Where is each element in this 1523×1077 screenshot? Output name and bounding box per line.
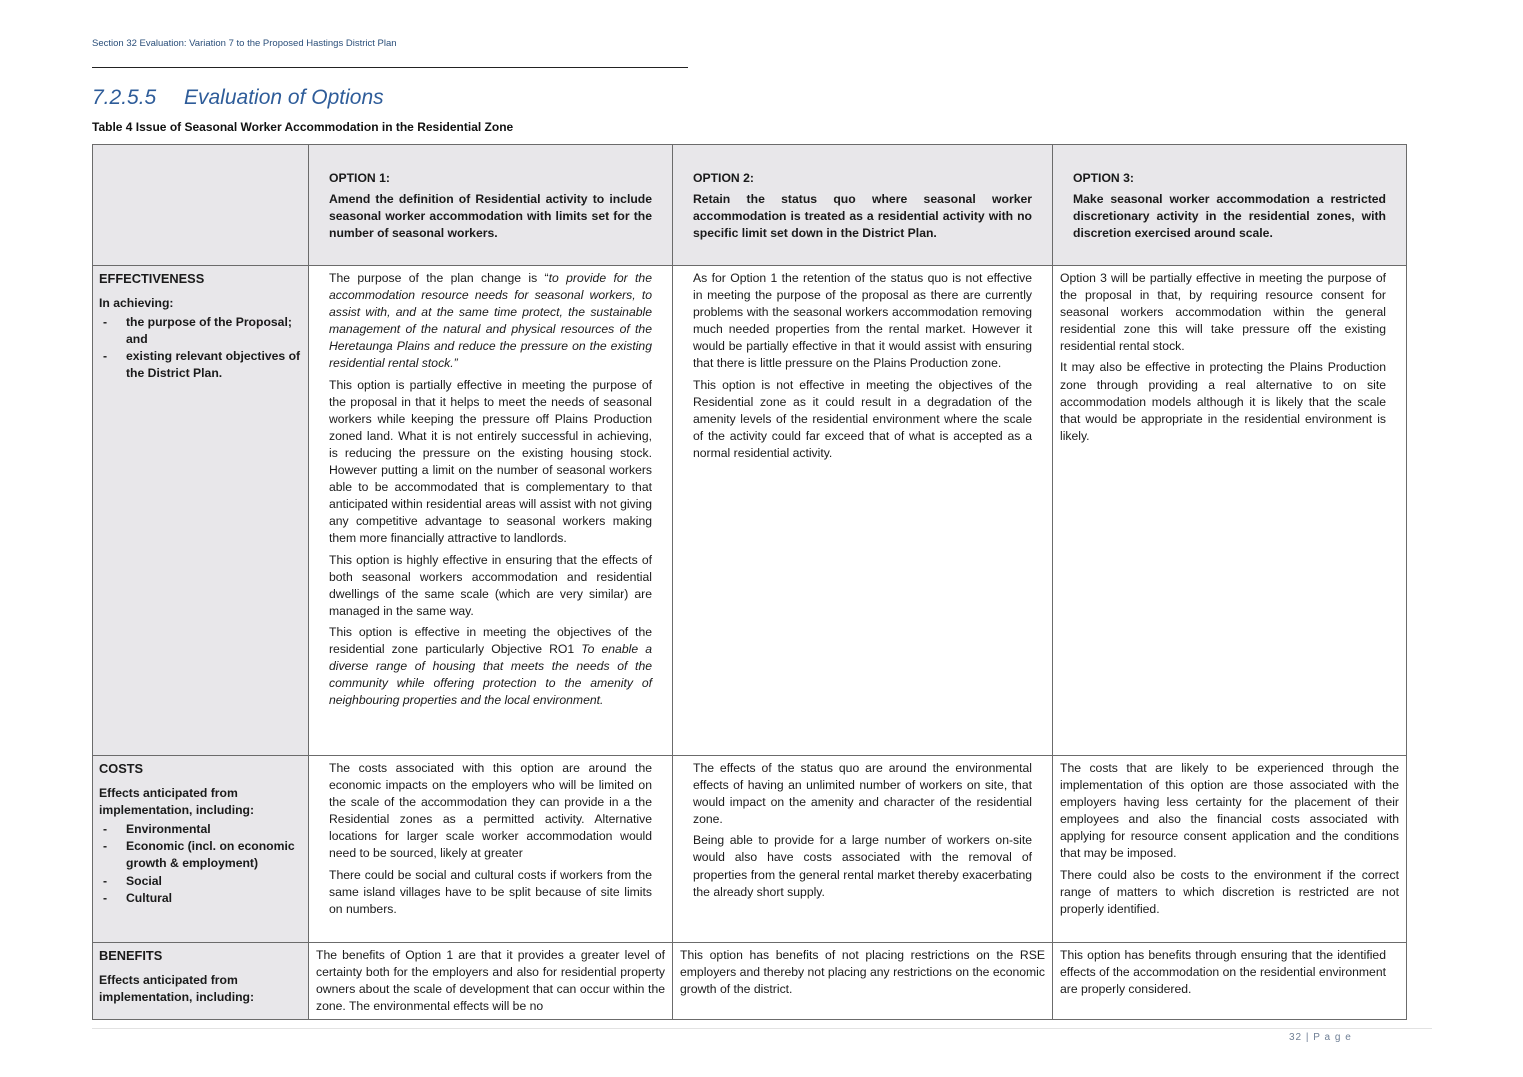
header-rule	[92, 67, 688, 68]
option-3-description: Make seasonal worker accommodation a restricted discretionary activity in the residential zones, with discretion exercised around scale.	[1073, 192, 1386, 241]
costs-option-3-paragraph: There could also be costs to the environment if the correct range of matters to which discretion is restricted are not properly identified.	[1060, 867, 1399, 916]
option-1-label: OPTION 1:	[329, 171, 390, 185]
list-item: - Social	[99, 873, 302, 890]
benefits-subtitle: Effects anticipated from implementation, including:	[99, 973, 255, 1005]
footer-rule	[92, 1028, 1432, 1029]
list-item: - Cultural	[99, 890, 302, 907]
effectiveness-option-3-cell	[1053, 266, 1407, 756]
effectiveness-option-3-paragraph: Option 3 will be partially effective in meeting the purpose of the proposal in that, by requiring resource consent for seasonal workers accommodation within the general residential zone this will take pressure off the existing residential rental stock.	[1060, 271, 1386, 354]
benefits-option-3-cell	[1053, 943, 1407, 1020]
list-item: - the purpose of the Proposal; and	[99, 314, 302, 348]
effectiveness-subtitle: In achieving:	[99, 296, 174, 311]
effectiveness-criteria-list	[99, 314, 302, 382]
option-2-header	[673, 145, 1053, 266]
effectiveness-row-header	[93, 266, 309, 756]
objective-lead: This option is effective in meeting the objectives of the residential zone particularly Objective RO1	[329, 624, 652, 656]
options-header-row	[93, 145, 1407, 266]
effectiveness-option-1-paragraph: This option is highly effective in ensuring that the effects of both seasonal workers accommodation and residential dwellings of the same scale (which are very similar) are managed in the same way.	[329, 552, 652, 618]
effectiveness-option-2-paragraph: As for Option 1 the retention of the status quo is not effective in meeting the purpose of the proposal as there are currently problems with the seasonal workers accommodation removing much needed properties from the rental market. However it would be partially effective in that it would assist with ensuring that there is little pressure on the Plains Production zone.	[693, 271, 1032, 371]
costs-category-list	[99, 821, 302, 906]
page-number: 32 | P a g e	[1289, 1032, 1352, 1043]
benefits-option-3-paragraph: This option has benefits through ensuring that the identified effects of the accommodation on the residential environment are properly considered.	[1060, 948, 1386, 997]
section-heading	[92, 86, 384, 110]
costs-option-2-paragraph: Being able to provide for a large number of workers on-site would also have costs associated with the removal of properties from the general rental market thereby exacerbating the already short supply.	[693, 833, 1032, 899]
objective-quote: To enable a diverse range of housing that meets the needs of the community while offering protection to the amenity of neighbouring properties and the local environment.	[329, 641, 652, 708]
option-2-description: Retain the status quo where seasonal worker accommodation is treated as a residential activity with no specific limit set down in the District Plan.	[693, 192, 1032, 241]
purpose-quote-lead: The purpose of the plan change is “	[329, 271, 549, 285]
effectiveness-option-1-paragraph: This option is partially effective in meeting the purpose of the proposal in that it helps to meet the needs of seasonal workers while keeping the pressure off Plains Production zoned land. What it is not entirely successful in achieving, is reducing the pressure on the existing housing stock. However putting a limit on the number of seasonal workers able to be accommodated that is complementary to that anticipated within residential areas will assist with not giving any competitive advantage to seasonal workers making them more financially attractive to landlords.	[329, 377, 652, 546]
option-3-header	[1053, 145, 1407, 266]
option-1-header	[309, 145, 673, 266]
evaluation-table	[92, 144, 1407, 1020]
effectiveness-option-3-paragraph: It may also be effective in protecting the Plains Production zone through providing a real alternative to on site accommodation models although it is likely that the scale that would be appropriate in the residential environment is likely.	[1060, 360, 1386, 443]
benefits-option-1-paragraph: The benefits of Option 1 are that it provides a greater level of certainty both for the employers and also for residential property owners about the scale of development that can occur within the zone. The environmental effects will be no	[316, 948, 665, 1014]
costs-title: COSTS	[99, 761, 144, 776]
section-title: Evaluation of Options	[184, 86, 384, 109]
effectiveness-row	[93, 266, 1407, 756]
header-blank-cell	[93, 145, 309, 266]
costs-option-3-cell	[1053, 756, 1407, 943]
list-item: - Environmental	[99, 821, 302, 838]
effectiveness-option-2-cell	[673, 266, 1053, 756]
effectiveness-title: EFFECTIVENESS	[99, 271, 205, 286]
costs-option-2-paragraph: The effects of the status quo are around the environmental effects of having an unlimited number of workers on site, that would impact on the amenity and character of the residential zone.	[693, 761, 1032, 827]
option-3-label: OPTION 3:	[1073, 171, 1134, 185]
effectiveness-option-2-paragraph: This option is not effective in meeting the objectives of the Residential zone as it could result in a degradation of the amenity levels of the residential environment where the scale of the activity could far exceed that of what is accepted as a normal residential activity.	[693, 377, 1032, 460]
costs-option-1-cell	[309, 756, 673, 943]
costs-option-1-paragraph: There could be social and cultural costs if workers from the same island villages have to be split because of site limits on numbers.	[329, 867, 652, 916]
costs-row-header	[93, 756, 309, 943]
list-item: - Economic (incl. on economic growth & employment)	[99, 838, 302, 872]
benefits-row-header	[93, 943, 309, 1020]
purpose-quote: to provide for the accommodation resource needs for seasonal workers, to assist with, and at the same time protect, the sustainable management of the natural and physical resources of the Heretaunga Plains and reduce the pressure on the existing residential rental stock.”	[329, 271, 652, 371]
costs-subtitle: Effects anticipated from implementation, including:	[99, 786, 255, 818]
costs-option-3-paragraph: The costs that are likely to be experienced through the implementation of this option are those associated with the employers having less certainty for the placement of their employees and also the financial costs associated with applying for resource consent application and the conditions that may be imposed.	[1060, 761, 1399, 861]
benefits-title: BENEFITS	[99, 948, 163, 963]
benefits-option-2-paragraph: This option has benefits of not placing restrictions on the RSE employers and thereby not placing any restrictions on the economic growth of the district.	[680, 948, 1045, 997]
benefits-row	[93, 943, 1407, 1020]
section-number: 7.2.5.5	[92, 86, 157, 109]
table-caption: Table 4 Issue of Seasonal Worker Accommodation in the Residential Zone	[92, 120, 514, 134]
option-1-description: Amend the definition of Residential activity to include seasonal worker accommodation with limits set for the number of seasonal workers.	[329, 192, 652, 241]
benefits-option-2-cell	[673, 943, 1053, 1020]
list-item: - existing relevant objectives of the District Plan.	[99, 348, 302, 382]
costs-option-1-paragraph: The costs associated with this option are around the economic impacts on the employers who will be limited on the scale of the accommodation they can provide in a the Residential zones as a permitted activity. Alternative locations for larger scale worker accommodation would need to be sourced, likely at greater	[329, 761, 652, 861]
costs-option-2-cell	[673, 756, 1053, 943]
running-header: Section 32 Evaluation: Variation 7 to the Proposed Hastings District Plan	[92, 38, 397, 49]
option-2-label: OPTION 2:	[693, 171, 754, 185]
effectiveness-option-1-cell	[309, 266, 673, 756]
costs-row	[93, 756, 1407, 943]
effectiveness-option-1-paragraph	[329, 624, 652, 709]
effectiveness-option-1-paragraph	[329, 270, 652, 373]
benefits-option-1-cell	[309, 943, 673, 1020]
